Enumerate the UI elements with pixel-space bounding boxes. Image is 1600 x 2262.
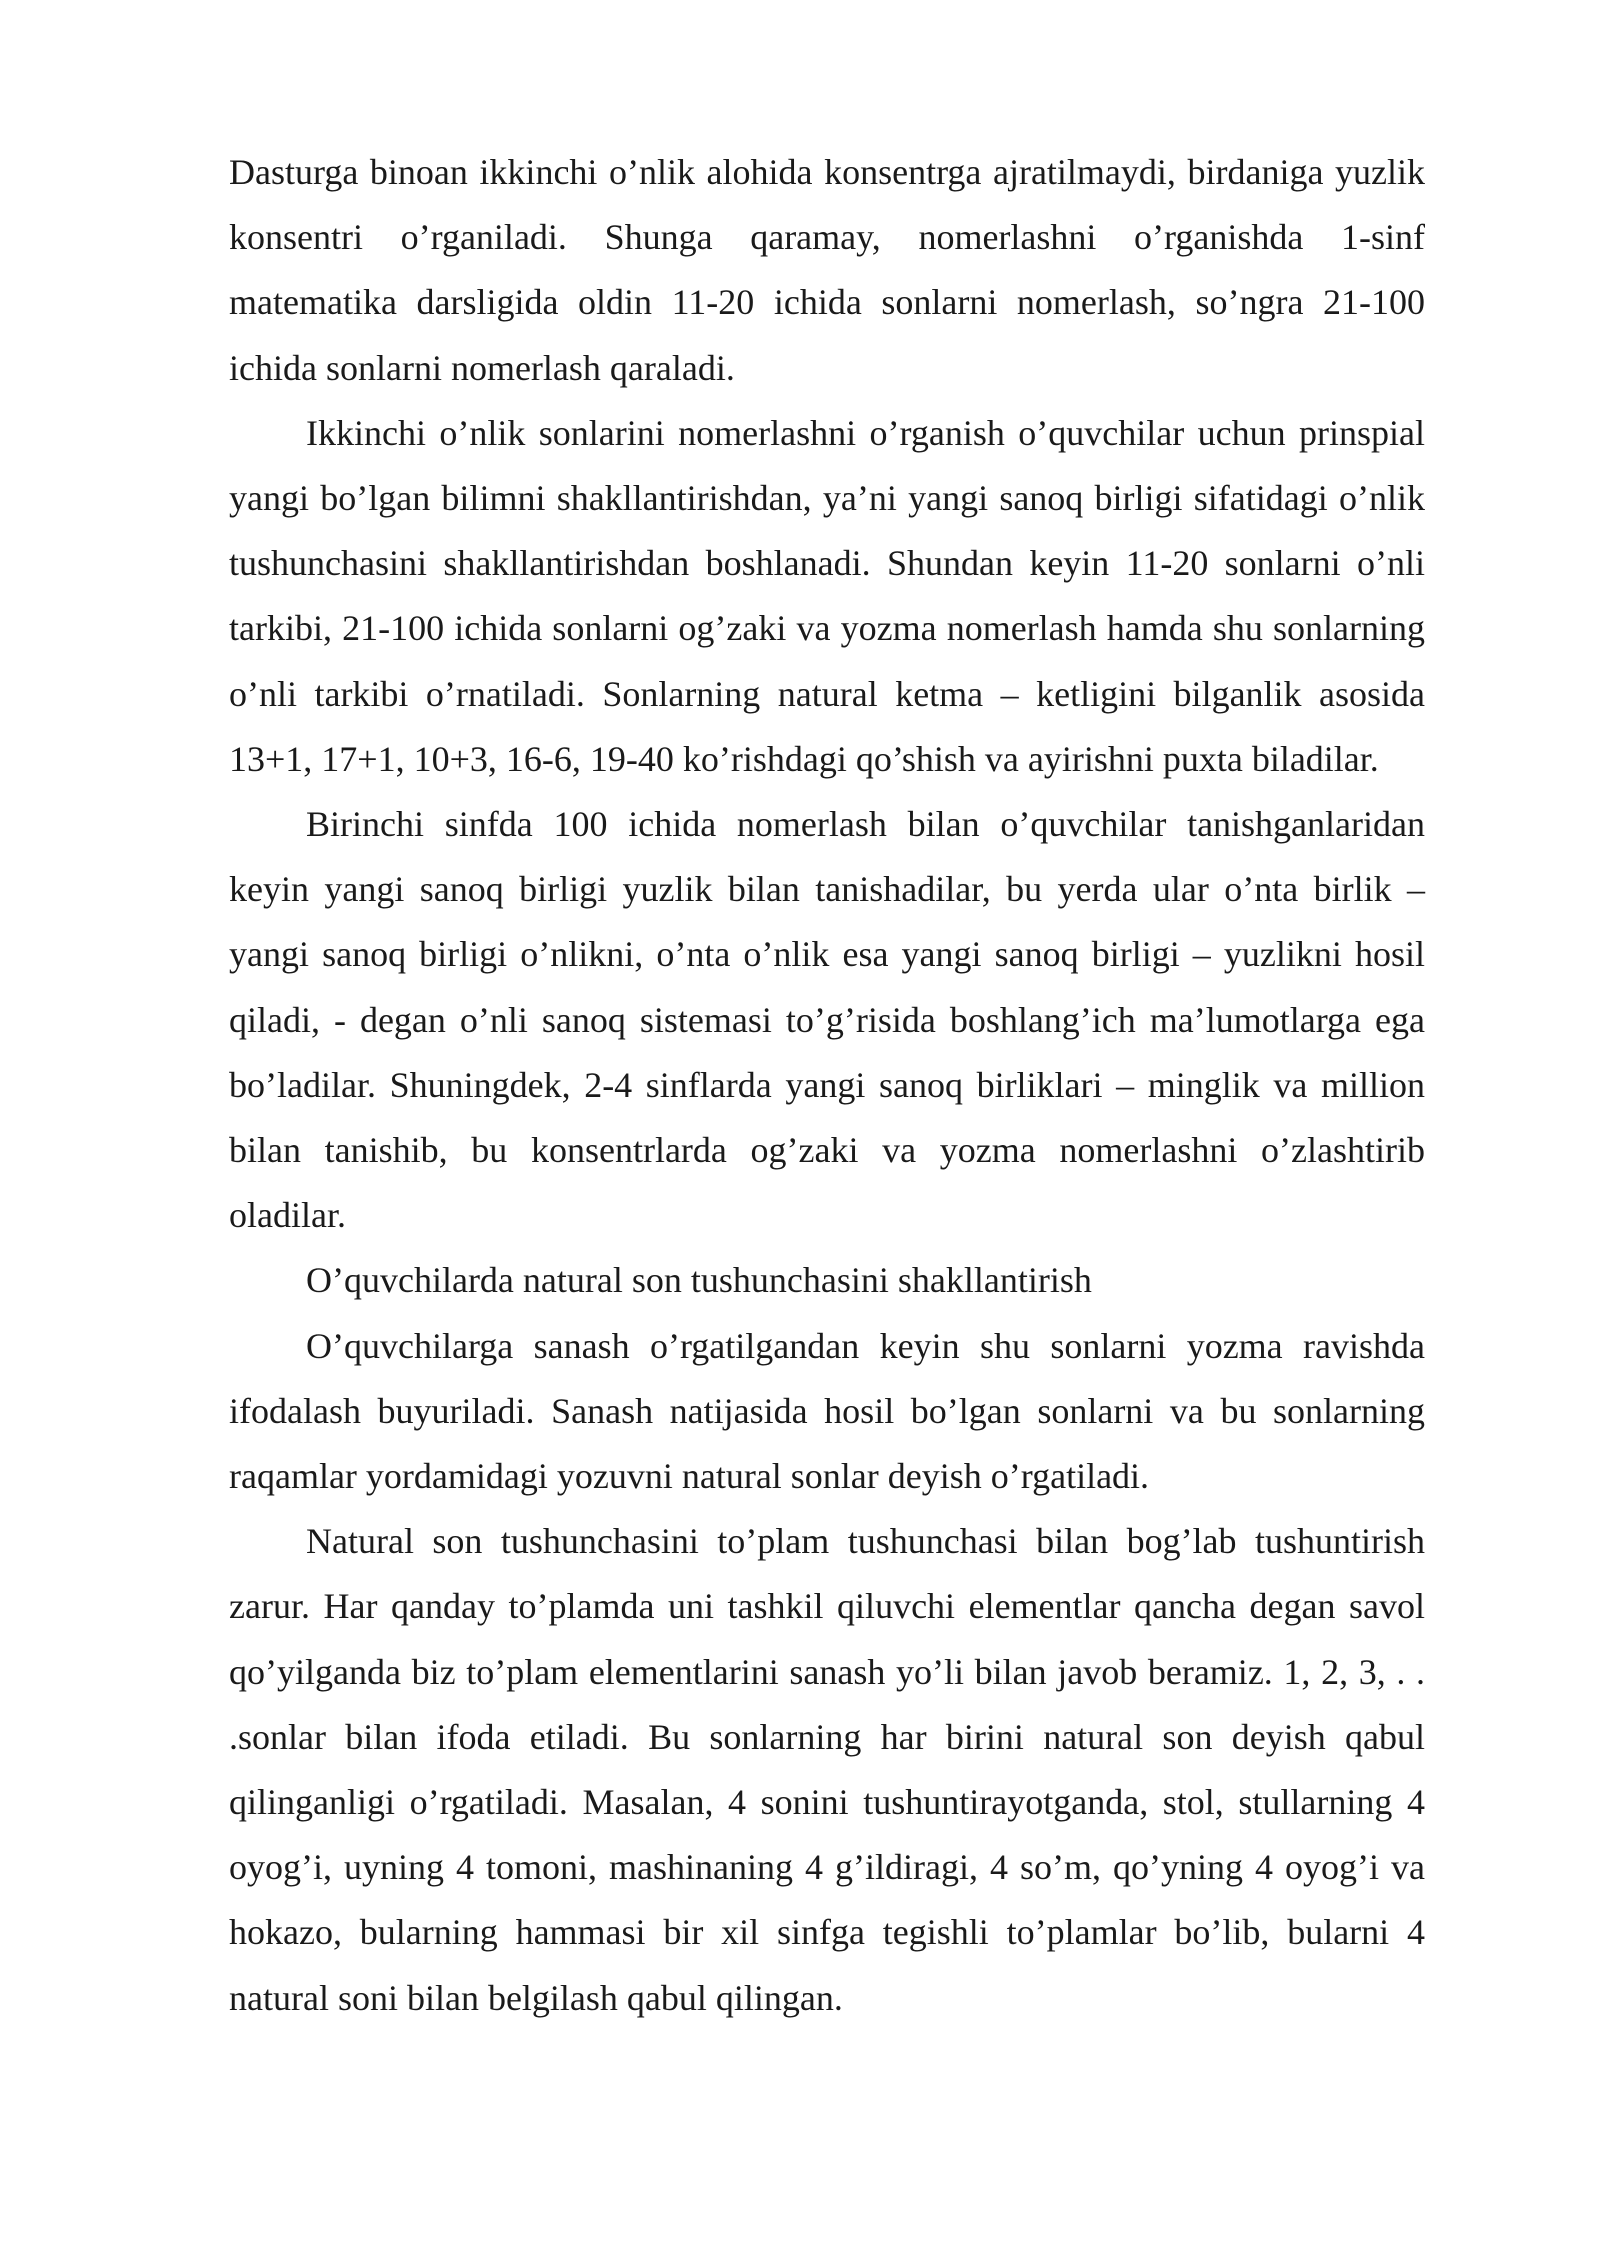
section-heading: O’quvchilarda natural son tushunchasini shakllantirish	[306, 1260, 1092, 1301]
paragraph-second-decade: Ikkinchi o’nlik sonlarini nomerlashni o’rganish o’quvchilar uchun prinspial yangi bo’lgan bilimni shakllantirishdan, ya’ni yangi sanoq birligi sifatidagi o’nlik tushunchasini shakllantirishdan boshlanadi. Shundan keyin 11-20 sonlarni o’nli tarkibi, 21-100 ichida sonlarni og’zaki va yozma nomerlash hamda shu sonlarning o’nli tarkibi o’rnatiladi. Sonlarning natural ketma – ketligini bilganlik asosida 13+1, 17+1, 10+3, 16-6, 19-40 ko’rishdagi qo’shish va ayirishni puxta biladilar.	[229, 412, 1425, 779]
paragraph-intro: Dasturga binoan ikkinchi o’nlik alohida konsentrga ajratilmaydi, birdaniga yuzlik konsentri o’rganiladi. Shunga qaramay, nomerlashni o’rganishda 1-sinf matematika darsligida oldin 11-20 ichida sonlarni nomerlash, so’ngra 21-100 ichida sonlarni nomerlash qaraladi.	[229, 152, 1425, 388]
paragraph-counting: O’quvchilarga sanash o’rgatilgandan keyin shu sonlarni yozma ravishda ifodalash buyuriladi. Sanash natijasida hosil bo’lgan sonlarni va bu sonlarning raqamlar yordamidagi yozuvni natural sonlar deyish o’rgatiladi.	[229, 1325, 1425, 1497]
paragraph-first-grade: Birinchi sinfda 100 ichida nomerlash bilan o’quvchilar tanishganlaridan keyin yangi sanoq birligi yuzlik bilan tanishadilar, bu yerda ular o’nta birlik – yangi sanoq birligi o’nlikni, o’nta o’nlik esa yangi sanoq birligi – yuzlikni hosil qiladi, - degan o’nli sanoq sistemasi to’g’risida boshlang’ich ma’lumotlarga ega bo’ladilar. Shuningdek, 2-4 sinflarda yangi sanoq birliklari – minglik va million bilan tanishib, bu konsentrlarda og’zaki va yozma nomerlashni o’zlashtirib oladilar.	[229, 804, 1425, 1236]
paragraph-natural-number: Natural son tushunchasini to’plam tushunchasi bilan bog’lab tushuntirish zarur. Har qanday to’plamda uni tashkil qiluvchi elementlar qancha degan savol qo’yilganda biz to’plam elementlarini sanash yo’li bilan javob beramiz. 1, 2, 3, . . .sonlar bilan ifoda etiladi. Bu sonlarning har birini natural son deyish qabul qilinganligi o’rgatiladi. Masalan, 4 sonini tushuntirayotganda, stol, stullarning 4 oyog’i, uyning 4 tomoni, mashinaning 4 g’ildiragi, 4 so’m, qo’yning 4 oyog’i va hokazo, bularning hammasi bir xil sinfga tegishli to’plamlar bo’lib, bularni 4 natural soni bilan belgilash qabul qilingan.	[229, 1521, 1425, 2018]
document-page	[229, 140, 1425, 2031]
